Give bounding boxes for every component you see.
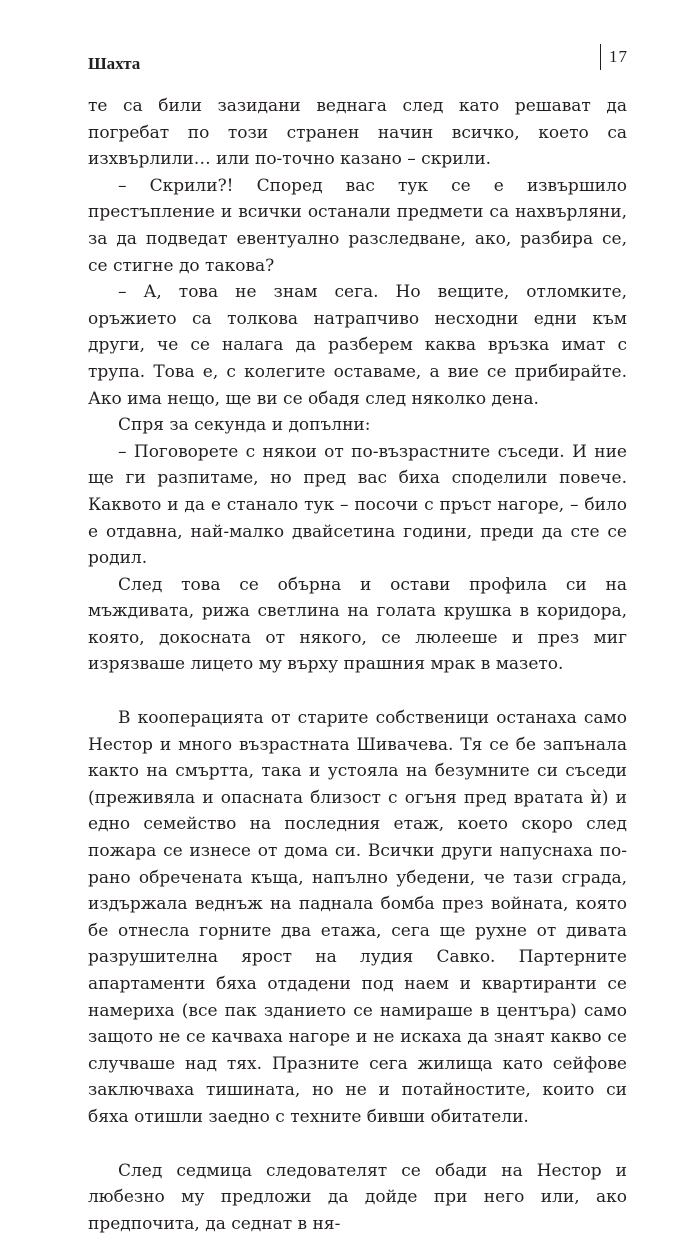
paragraph-continuation: те са били зазидани веднага след като решават да погребат по този странен начин всичко, което са изхвърлили… или по-точно казано – скрили. <box>88 96 627 170</box>
paragraph: – А, това не знам сега. Но вещите, отломките, оръжието са толкова натрапчиво несходни едни към други, че се налага да разберем каква връзка имат с трупа. Това е, с колегите оставаме, а вие се прибирайте. Ако има нещо, ще ви се обадя след няколко дена. <box>88 282 627 409</box>
running-head <box>88 40 628 80</box>
paragraph-section-start: След седмица следователят се обади на Нестор и любезно му предложи да дойде при него или, ако предпочита, да седнат в ня- <box>88 1160 627 1234</box>
running-title: Шахта <box>88 54 141 73</box>
body-text <box>88 93 627 1237</box>
vertical-rule <box>600 44 601 70</box>
page-number-group <box>600 42 628 72</box>
paragraph: След това се обърна и остави профила си на мъждивата, рижа светлина на голата крушка в коридора, която, докосната от някого, се люлееше и през миг изрязваше лицето му върху прашния мрак в мазето. <box>88 574 627 675</box>
page-number: 17 <box>609 47 628 66</box>
paragraph: – Скрили?! Според вас тук се е извършило престъпление и всички останали предмети са нахвърляни, за да подведат евентуално разследване, ако, разбира се, се стигне до такова? <box>88 175 627 276</box>
paragraph: – Поговорете с някои от по-възрастните съседи. И ние ще ги разпитаме, но пред вас биха споделили повече. Каквото и да е станало тук – посочи с пръст нагоре, – било е отдавна, най-малко двайсетина години, преди да сте се родил. <box>88 441 627 569</box>
paragraph-section-start: В кооперацията от старите собственици останаха само Нестор и много възрастната Шивачева. Тя се бе запънала както на смъртта, така и устояла на безумните си съседи (преживяла и опасната близост с огъня пред вратата ѝ) и едно семейство на последния етаж, което скоро след пожара се изнесе от дома си. Всички други напуснаха по-рано обречената къща, напълно убедени, че тази сграда, издържала веднъж на паднала бомба през войната, която бе отнесла горните два етажа, сега ще рухне от дивата разрушителна ярост на лудия Савко. Партерните апартаменти бяха отдадени под наем и квартиранти се намериха (все пак зданието се намираше в центъра) само защото не се качваха нагоре и не искаха да знаят какво се случваше над тях. Празните сега жилища като сейфове заключваха тишината, но не и потайностите, които си бяха отишли заедно с техните бивши обитатели. <box>88 708 627 1127</box>
paragraph: Спря за секунда и допълни: <box>118 415 371 436</box>
